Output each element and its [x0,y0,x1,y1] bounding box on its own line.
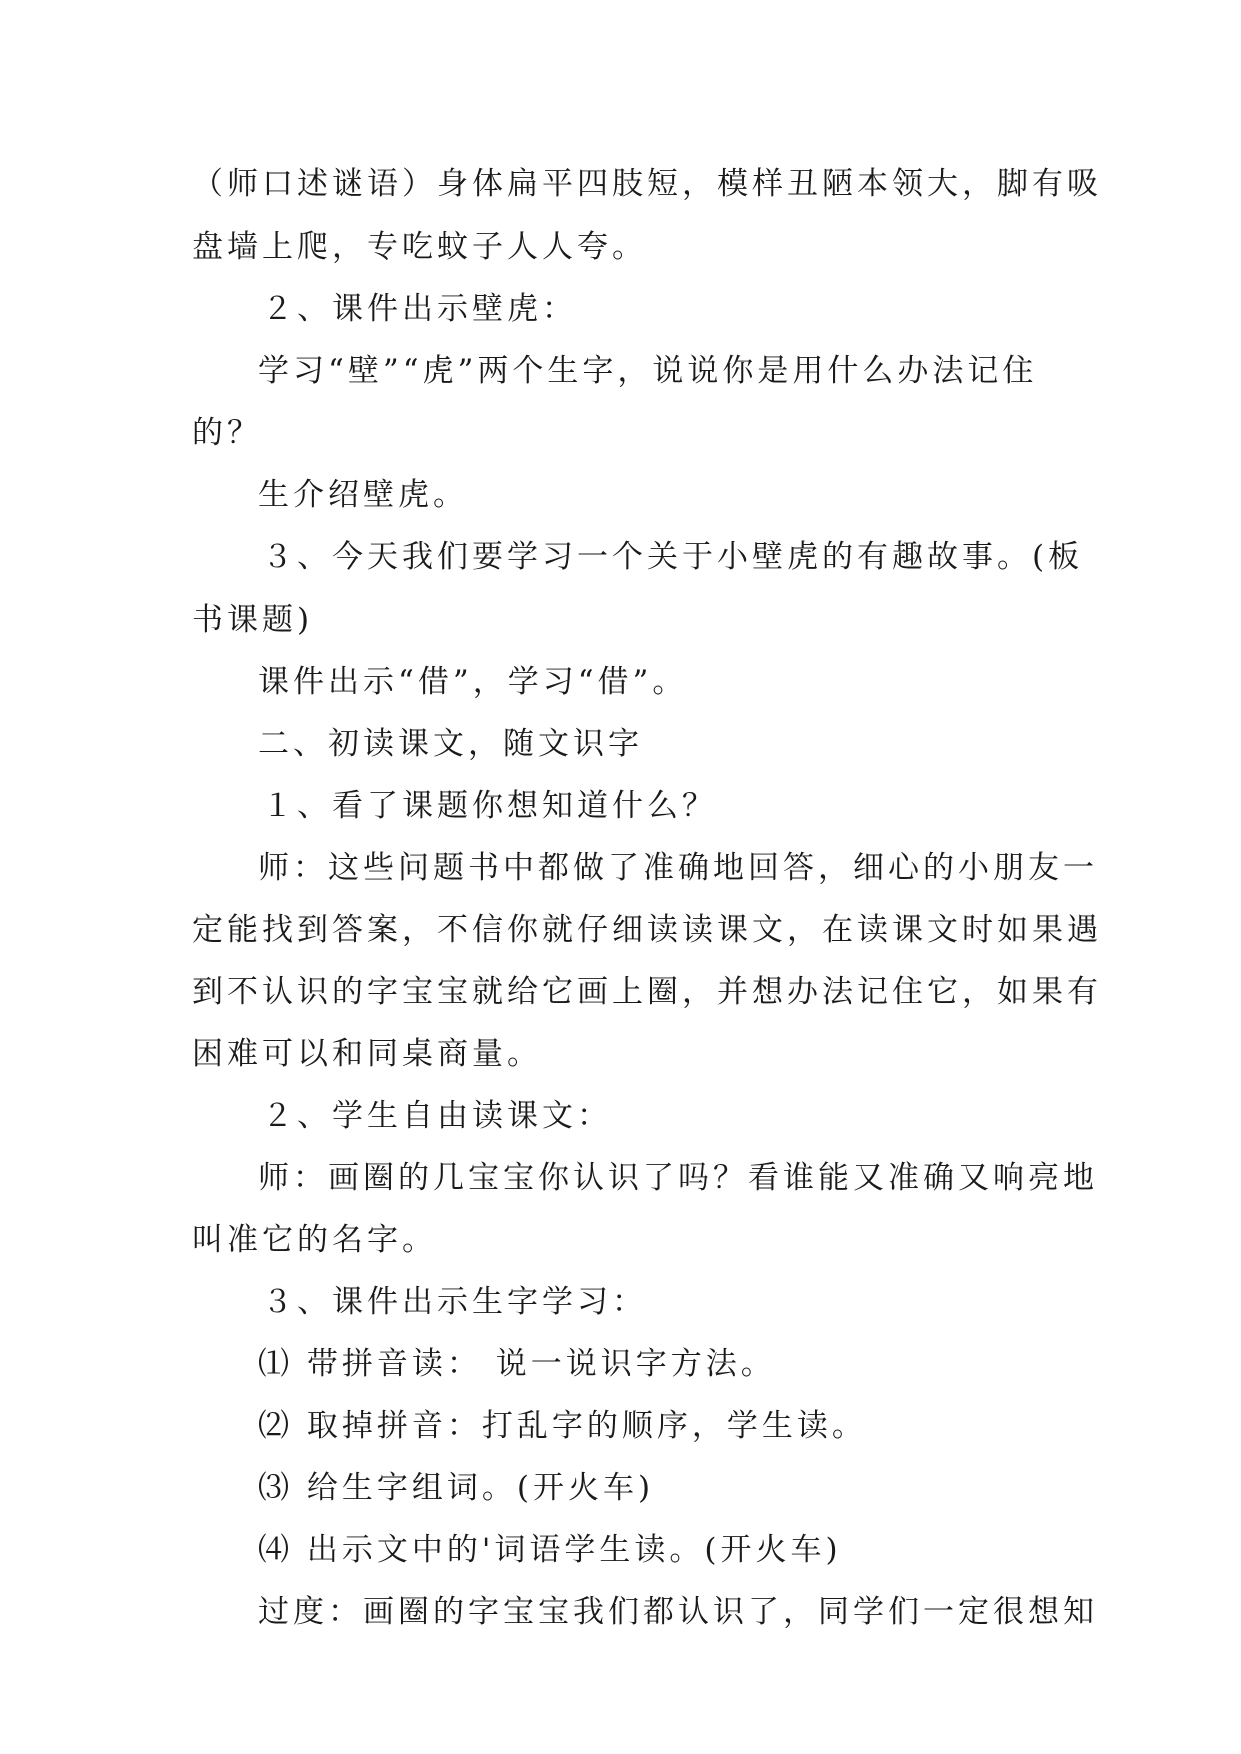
list-item: ⑴ 带拼音读： 说一说识字方法。 [258,1346,776,1382]
text-line: １、看了课题你想知道什么？ [262,788,717,824]
list-item: ⑷ 出示文中的'词语学生读。(开火车) [258,1532,842,1568]
text-line: 师：画圈的几宝宝你认识了吗？看谁能又准确又响亮地 [258,1160,1098,1196]
list-item: ⑶ 给生字组词。(开火车) [258,1470,655,1506]
text-line: 课件出示“借”，学习“借”。 [258,664,688,700]
text-line: 定能找到答案，不信你就仔细读读课文，在读课文时如果遇 [192,912,1102,948]
text-line: ３、课件出示生字学习： [262,1284,647,1320]
list-item: ⑵ 取掉拼音：打乱字的顺序，学生读。 [258,1408,867,1444]
text-line: 的？ [192,415,262,451]
text-line: 书课题) [192,602,314,638]
text-line: 到不认识的字宝宝就给它画上圈，并想办法记住它，如果有 [192,974,1102,1010]
section-heading: 二、初读课文，随文识字 [258,726,643,762]
text-line: 过度：画圈的字宝宝我们都认识了，同学们一定很想知 [258,1594,1098,1630]
text-line: ３、今天我们要学习一个关于小壁虎的有趣故事。(板 [262,539,1084,575]
text-line: 困难可以和同桌商量。 [192,1036,542,1072]
text-line: 盘墙上爬，专吃蚊子人人夸。 [192,229,647,265]
text-line: ２、学生自由读课文： [262,1098,612,1134]
text-line: 师：这些问题书中都做了准确地回答，细心的小朋友一 [258,850,1098,886]
text-line: 叫准它的名字。 [192,1222,437,1258]
text-line: 学习“壁”“虎”两个生字，说说你是用什么办法记住 [258,353,1038,389]
text-line: 生介绍壁虎。 [258,477,468,513]
text-line: （师口述谜语）身体扁平四肢短，模样丑陋本领大，脚有吸 [192,166,1102,202]
text-line: ２、课件出示壁虎： [262,291,577,327]
